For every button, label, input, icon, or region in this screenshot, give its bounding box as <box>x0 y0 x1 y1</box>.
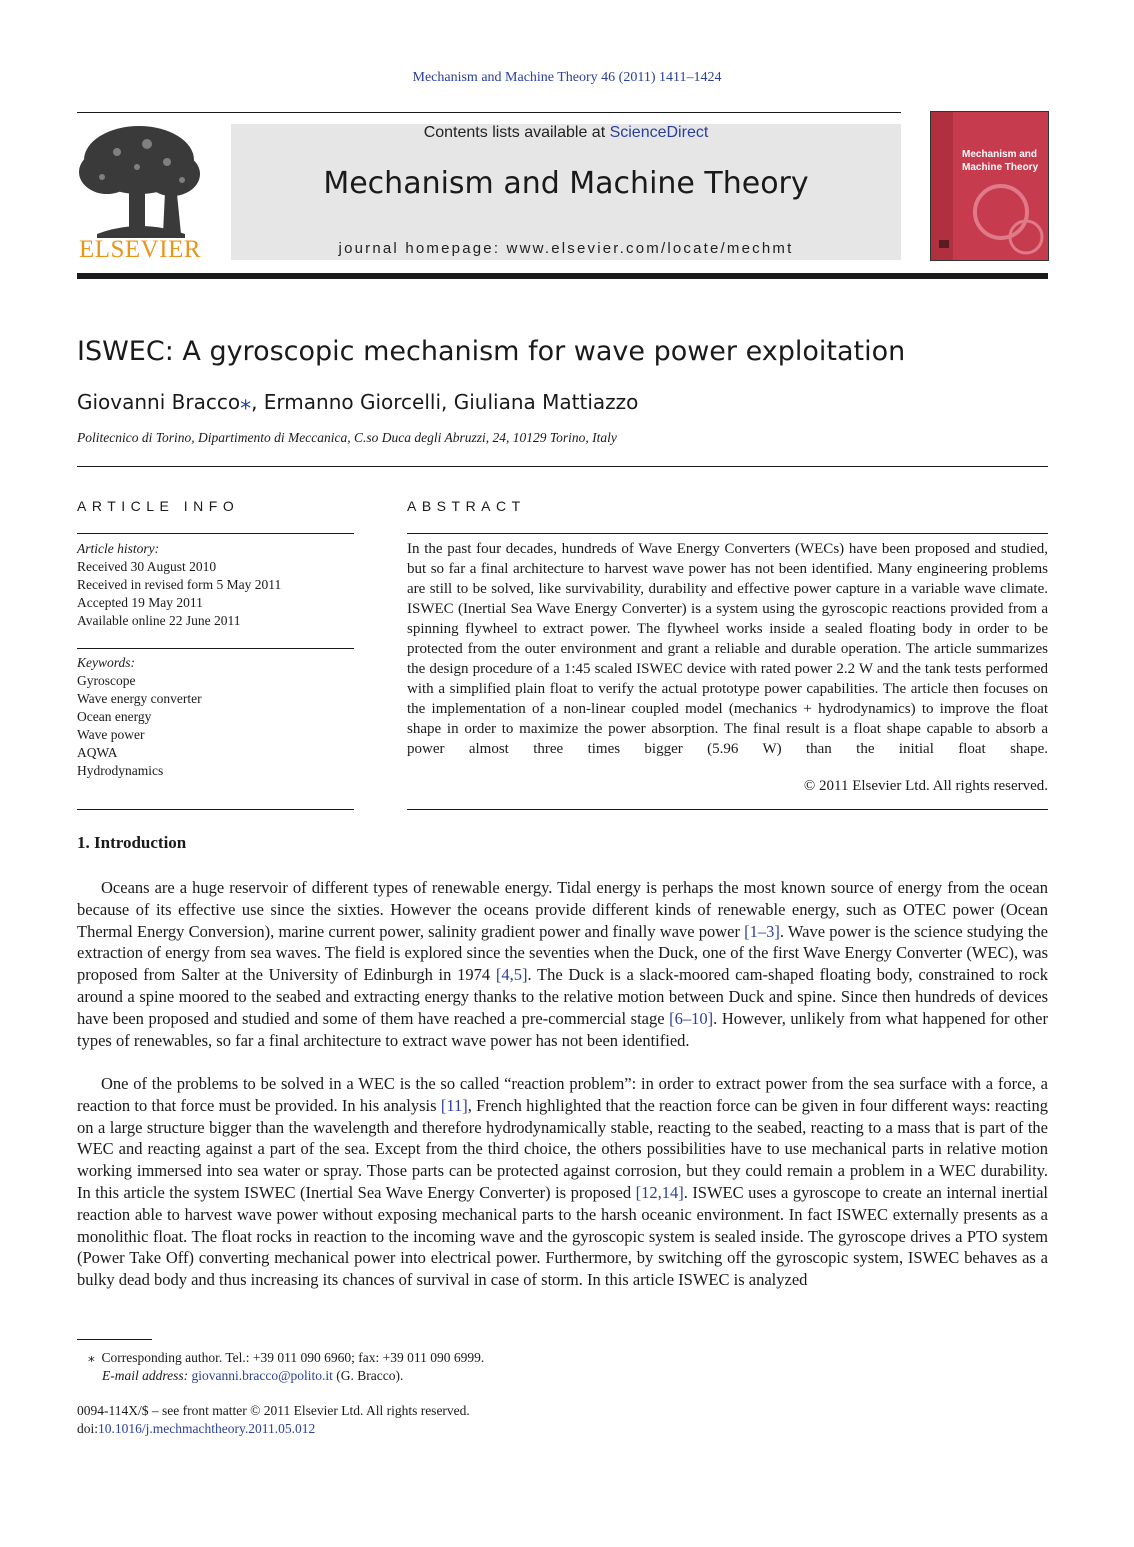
reference-link[interactable]: [1–3] <box>744 921 780 941</box>
article-title: ISWEC: A gyroscopic mechanism for wave power exploitation <box>77 336 906 367</box>
intro-paragraph-2 <box>77 1073 1048 1291</box>
intro-p2-text: One of the problems to be solved in a WEC is the so called “reaction problem”: in order to extract power from the sea surface with a force, a reaction to that force must be provided. In his analysis <box>77 1074 1048 1115</box>
intro-p2-text: . ISWEC uses a gyroscope to create an internal inertial reaction able to harvest wave power without exposing mechanical parts to the harsh oceanic environment. In fact ISWEC externally presents as a monolithic float. The float rocks in reaction to the incoming wave and the gyroscopic system is sealed inside. The gyroscope drives a PTO system (Power Take Off) converting mechanical power into electrical power. Furthermore, by switching off the gyroscopic system, ISWEC behaves as a bulky dead body and thus increasing its chances of survival in case of storm. In this article ISWEC is analyzed <box>77 1182 1048 1290</box>
doi-link[interactable]: 10.1016/j.mechmachtheory.2011.05.012 <box>98 1421 316 1436</box>
affiliation: Politecnico di Torino, Dipartimento di Meccanica, C.so Duca degli Abruzzi, 24, 10129 Torino, Italy <box>77 430 617 445</box>
journal-citation[interactable]: Mechanism and Machine Theory 46 (2011) 1411–1424 <box>412 70 722 85</box>
doi-label: doi: <box>77 1421 99 1436</box>
keyword: Gyroscope <box>77 673 136 688</box>
article-info-bottom-rule <box>77 809 354 810</box>
keyword: Ocean energy <box>77 709 152 724</box>
intro-p2-text: , French highlighted that the reaction force can be given in four different ways: reacting on a large structure bigger than the wavelength and therefore hydrodynamically stable, reacting to the seabed, reacting to a mass that is part of the WEC and reacting against a part of the sea. Except from the third choice, the others possibilities have to use mechanical parts in relative motion working immersed into sea water or spray. Those parts can be protected against corrosion, but they could remain a problem in a WEC durability. In this article the system ISWEC (Inertial Sea Wave Energy Converter) is proposed <box>77 1095 1048 1202</box>
abstract-bottom-rule <box>407 809 1048 810</box>
keywords-label: Keywords: <box>77 655 135 670</box>
corresponding-footnote <box>88 1349 788 1385</box>
intro-p1-text: . Wave power is the science studying the extraction of energy from sea waves. The field is explored since the seventies when the Duck, one of the first Wave Energy Converter (WEC), was proposed from Salter at the University of Edinburgh in 1974 <box>77 921 1048 985</box>
intro-p1-text: . The Duck is a slack-moored cam-shaped floating body, constrained to rock around a spine moored to the seabed and extracting energy thanks to the relative motion between Duck and spine. Since then hundreds of devices have been proposed and studied and some of them have reached a pre-commercial stage <box>77 965 1048 1028</box>
reference-link[interactable]: [6–10] <box>669 1008 714 1028</box>
abstract-heading: ABSTRACT <box>407 498 526 514</box>
corresponding-author-mark[interactable]: ⁎ <box>240 390 252 415</box>
keyword: Wave energy converter <box>77 691 202 706</box>
other-authors: , Ermanno Giorcelli, Giuliana Mattiazzo <box>251 390 639 414</box>
article-history <box>77 540 354 630</box>
intro-p1-text: . However, unlikely from what happened for other types of renewables, so far a final architecture to extract wave power has not been identified. <box>77 1008 1048 1050</box>
title-divider <box>77 466 1048 467</box>
contents-available <box>231 124 901 142</box>
history-revised: Received in revised form 5 May 2011 <box>77 577 282 592</box>
abstract-rule <box>407 533 1048 534</box>
reference-link[interactable]: [11] <box>440 1095 468 1115</box>
cover-title: Mechanism and Machine Theory <box>962 149 1039 173</box>
front-matter <box>77 1402 777 1438</box>
elsevier-wordmark: ELSEVIER <box>78 236 202 263</box>
keywords-block <box>77 654 354 780</box>
abstract-copyright: © 2011 Elsevier Ltd. All rights reserved. <box>803 778 1048 794</box>
sciencedirect-link[interactable]: ScienceDirect <box>609 124 709 141</box>
history-label: Article history: <box>77 541 160 556</box>
email-label: E-mail address: <box>102 1368 189 1383</box>
abstract-text: In the past four decades, hundreds of Wave Energy Converters (WECs) have been proposed and studied, but so far a final architecture to harvest wave power has not been identified. Many engineering problems are still to be solved, like survivability, durability and effective power capture in a variable wave climate. ISWEC (Inertial Sea Wave Energy Converter) is a system using the gyroscopic reactions provided from a spinning flywheel to extract power. The flywheel works inside a sealed floating body in order to be protected from the outer environment and grant a reliable and durable operation. The article summarizes the design procedure of a 1:45 scaled ISWEC device with rated power 2.2 W and the tank tests performed with a simplified plain float to verify the actual prototype power capabilities. The article then focuses on the implementation of a non-linear coupled model (mechanics + hydrodynamics) to improve the float shape in order to maximize the power absorption. The final result is a float shape capable to absorb a power almost three times bigger (5.96 W) than the initial float shape. <box>407 541 1048 757</box>
footnote-contact: Corresponding author. Tel.: +39 011 090 6960; fax: +39 011 090 6999. <box>101 1350 485 1365</box>
email-suffix: (G. Bracco). <box>332 1368 404 1383</box>
header-top-rule <box>77 112 901 113</box>
author-email-link[interactable]: giovanni.bracco@polito.it <box>191 1368 333 1383</box>
footnote-mark: ⁎ <box>88 1350 95 1365</box>
intro-p1-text: Oceans are a huge reservoir of different types of renewable energy. Tidal energy is perhaps the most known source of energy from the ocean because of its effective use since the sixties. However the oceans provide different kinds of renewable energy, such as OTEC power (Ocean Thermal Energy Conversion), marine current power, salinity gradient power and finally wave power <box>77 878 1048 941</box>
article-info-rule <box>77 533 354 534</box>
header-thick-rule <box>77 273 1048 279</box>
doi-line <box>77 1420 777 1438</box>
journal-name: Mechanism and Machine Theory <box>323 166 809 201</box>
footnote-rule <box>77 1339 152 1340</box>
article-info-heading: ARTICLE INFO <box>77 498 240 514</box>
keyword: Hydrodynamics <box>77 763 164 778</box>
author-list <box>77 390 638 415</box>
contents-prefix: Contents lists available at <box>423 124 610 141</box>
history-received: Received 30 August 2010 <box>77 559 217 574</box>
reference-link[interactable]: [4,5] <box>495 965 528 985</box>
intro-paragraph-1 <box>77 877 1048 1051</box>
keywords-rule <box>77 648 354 649</box>
keyword: AQWA <box>77 745 118 760</box>
reference-link[interactable]: [12,14] <box>635 1182 684 1202</box>
issn-line: 0094-114X/$ – see front matter © 2011 Elsevier Ltd. All rights reserved. <box>77 1403 470 1418</box>
introduction-heading: 1. Introduction <box>77 833 187 852</box>
history-accepted: Accepted 19 May 2011 <box>77 595 203 610</box>
journal-homepage[interactable]: journal homepage: www.elsevier.com/locate/mechmt <box>338 240 794 257</box>
history-online: Available online 22 June 2011 <box>77 613 241 628</box>
keyword: Wave power <box>77 727 145 742</box>
author-bracco: Giovanni Bracco <box>77 390 241 414</box>
cover-gear-decoration-icon <box>931 112 1048 260</box>
